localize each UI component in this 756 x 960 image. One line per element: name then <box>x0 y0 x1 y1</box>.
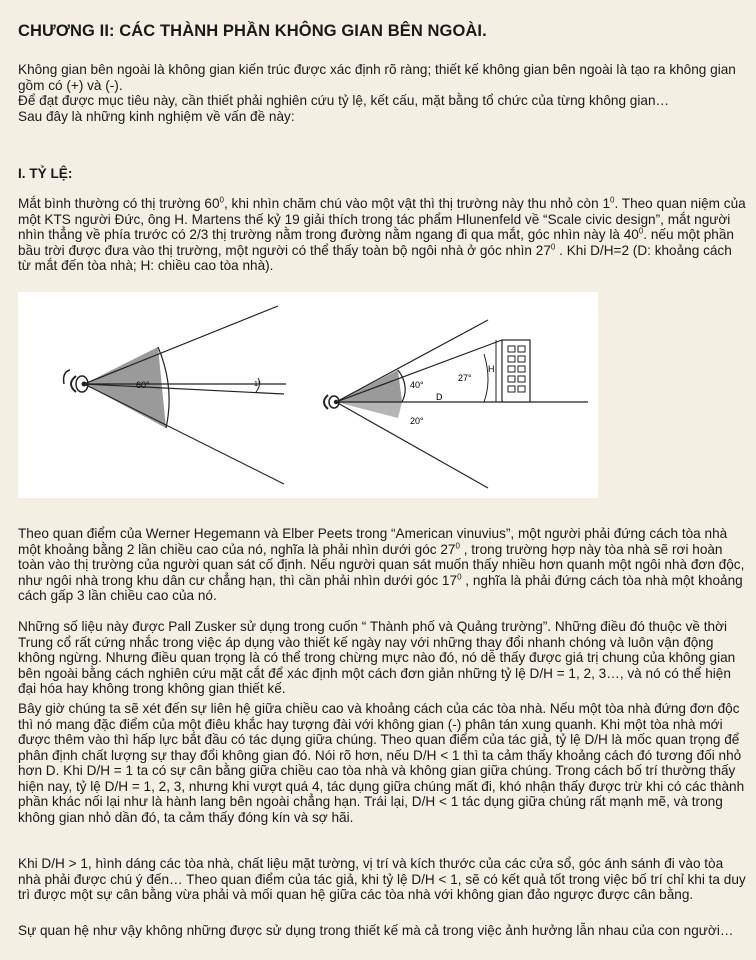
building-icon <box>496 340 530 402</box>
vision-diagram <box>18 292 598 498</box>
angle-label-20: 20° <box>410 416 424 426</box>
label-distance: D <box>436 392 443 402</box>
paragraph-hegemann: Theo quan điểm của Werner Hegemann và Elber Peets trong “American vinuvius”, một người phải đứng cách tòa nhà một khoảng bằng 2 lần chiều cao của nó, nghĩa là phải nhìn dưới góc $27^0$ , trong trường hợp này tòa nhà sẽ rơi hoàn toàn vào thị trường của người quan sát cố định. Nếu người quan sát muốn thấy nhiều hơn quanh một ngôi nhà đơn độc, như ngôi nhà trong khu dân cư chẳng hạn, thì cần phải nhìn dưới góc $17^0$ , nghĩa là phải đứng cách tòa nhà một khoảng cách gấp 3 lần chiều cao của nó. <box>18 526 745 603</box>
eye-icon <box>64 370 88 392</box>
right-eye-diagram <box>324 320 588 488</box>
intro-block <box>18 62 748 124</box>
paragraph-height-distance: Bây giờ chúng ta sẽ xét đến sự liên hệ giữa chiều cao và khoảng cách của các tòa nhà. Nếu một tòa nhà đứng đơn độc thì nó mang đặc điểm của một điêu khắc hay tượng đài với không gian (-) phân tán xung quanh. Khi một tòa nhà mới được thêm vào thì hấp lực bắt đầu có tác dụng giữa chúng. Theo quan điểm của tác giả, tỷ lệ D/H là mốc quan trọng để phân định chất lượng sự thay đổi không gian đó. Nói rõ hơn, nếu D/H < 1 thì ta cảm thấy khoảng cách đó tương đối nhỏ hơn D. Khi D/H = 1 ta có sự cân bằng giữa chiều cao tòa nhà và không gian giữa chúng. Trong cách bố trí thường thấy hiện nay, tỷ lệ D/H = 1, 2, 3, nhưng khi vượt quá 4, tác dụng giữa chúng mất đi, khó nhận thấy được trừ khi có các thành phần khác nối lại như là hành lang bên ngoài chẳng hạn. Trái lại, D/H < 1 tác dụng giữa chúng rất mạnh mẽ, và trong không gian nhỏ dần đó, ta cảm thấy đóng kín và sợ hãi. <box>18 701 745 825</box>
angle-label-40: 40° <box>410 380 424 390</box>
intro-paragraph: Sau đây là những kinh nghiệm về vấn đề này: <box>18 108 295 124</box>
angle-label-60: 60° <box>136 380 150 390</box>
label-height: H <box>488 364 495 374</box>
paragraph-vision-angle: Mắt bình thường có thị trường $60^0$, khi nhìn chăm chú vào một vật thì thị trường này thu nhỏ còn $1^0$. Theo quan niệm của một KTS người Đức, ông H. Martens thế kỷ 19 giải thích trong tác phẩm Hlunenfeld về “Scale civic design”, mắt người nhìn thẳng về phía trước có 2/3 thị trường nằm trong đường nằm ngang đi qua mắt, góc nhìn này là $40^0$. nếu một phần bầu trời được đưa vào thị trường, một người có thể thấy toàn bộ ngôi nhà ở góc nhìn $27^0$ . Khi D/H=2 (D: khoảng cách từ mắt đến tòa nhà; H: chiều cao tòa nhà). <box>18 195 746 273</box>
intro-paragraph: Không gian bên ngoài là không gian kiến trúc được xác định rõ ràng; thiết kế không gian bên ngoài là tạo ra không gian gồm có (+) và (-). <box>18 62 736 93</box>
eye-icon <box>324 395 339 409</box>
left-eye-diagram <box>64 306 286 484</box>
paragraph-dh-greater: Khi D/H > 1, hình dáng các tòa nhà, chất liệu mặt tường, vị trí và kích thước của các cửa sổ, góc ánh sánh đi vào tòa nhà phải được chú ý đến… Theo quan điểm của tác giả, khi tỷ lệ D/H < 1, sẽ có kết quả tốt trong việc bố trí chỉ khi ta duy trì được một sự cân bằng vừa phải và mối quan hệ giữa các tòa nhà với không gian đảo ngược được cân bằng. <box>18 856 746 902</box>
chapter-title: CHƯƠNG II: CÁC THÀNH PHẦN KHÔNG GIAN BÊN NGOÀI. <box>18 22 487 40</box>
section-heading: I. TỶ LỆ: <box>18 166 73 181</box>
paragraph-relationship: Sự quan hệ như vậy không những được sử dụng trong thiết kế mà cả trong việc ảnh hưởng lẫn nhau của con người… <box>18 923 734 938</box>
one-degree-mark: 1° <box>254 381 261 388</box>
vision-angle-figure <box>18 292 598 498</box>
angle-label-27: 27° <box>458 373 472 383</box>
intro-paragraph: Để đạt được mục tiêu này, cần thiết phải nghiên cứu tỷ lệ, kết cấu, mặt bằng tổ chức của từng không gian… <box>18 93 670 108</box>
paragraph-zusker: Những số liệu này được Pall Zusker sử dụng trong cuốn “ Thành phố và Quảng trường”. Những điều đó thuộc về thời Trung cổ rất cứng nhắc trong việc áp dụng vào thiết kế ngày nay với những thay đổi nhanh chóng và luôn vận động không ngừng. Nhưng điều quan trọng là có thể trong chừng mực nào đó, nó dễ thấy được giá trị chung của không gian bên ngoài bằng cách nghiên cứu mặt cắt để xác định một cách đơn giản những tỷ lệ D/H = 1, 2, 3…, và nó có thể hiện đại hóa hay không trong không gian thiết kế. <box>18 619 736 696</box>
